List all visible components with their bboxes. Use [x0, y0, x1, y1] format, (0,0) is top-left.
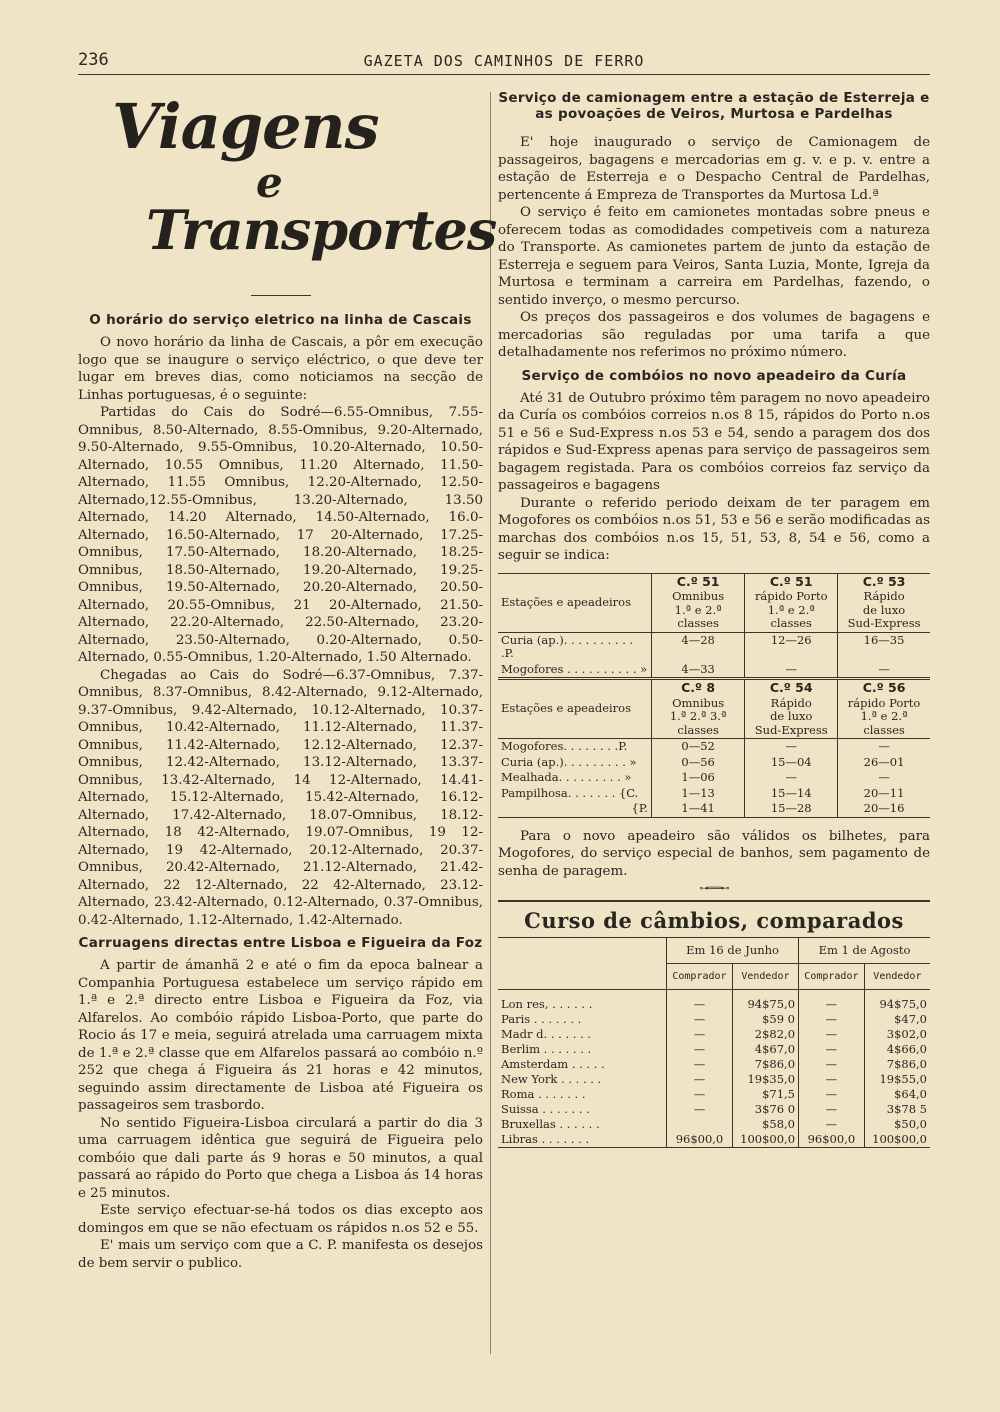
train-class: Rápido de luxo Sud-Express	[847, 589, 921, 630]
train-head: C.º 53	[862, 573, 906, 589]
table-row: Lon res, . . . . . . — 94$75,0 — 94$75,0	[498, 990, 930, 1013]
article-paragraph: No sentido Figueira-Lisboa circulará a partir do dia 3 uma carruagem idêntica gue seguirá de Figueira pelo combóio que dali parte ás 9 horas e 50 minutos, a qual passará ao rápido do Porto que chega a Lisboa ás 14 horas e 25 minutos.	[78, 1115, 483, 1201]
seller-header: Vendedor	[732, 964, 798, 990]
timetable-row: Mogofores . . . . . . . . . . » 4—33 — —	[498, 662, 930, 679]
article-paragraph: Os preços dos passageiros e dos volumes de bagagens e mercadorias são reguladas por uma tarifa a que detalhadamente nos referimos no próximo número.	[498, 310, 930, 360]
table-row: Madr d. . . . . . . — 2$82,0 — 3$02,0	[498, 1027, 930, 1042]
train-class: rápido Porto 1.ª e 2.ª classes	[847, 695, 921, 737]
train-timetable	[498, 573, 930, 818]
timetable-row: Mogofores. . . . . . . .P. 0—52 — —	[498, 739, 930, 755]
table-row: Paris . . . . . . . — $59 0 — $47,0	[498, 1012, 930, 1027]
train-class: Rápido de luxo Sud-Express	[745, 696, 838, 739]
article-paragraph: Até 31 de Outubro próximo têm paragem no novo apeadeiro da Curía os combóios correios n.os 8 15, rápidos do Porto n.os 51 e 56 e Sud-Express n.os 53 e 54, sendo a paragem dos dos rápidos e Sud-Express apenas para serviço de passageiros sem bagagem registada. Para os combóios correios faz serviço da passageiros e bagagens	[498, 390, 930, 493]
train-class: Omnibus 1.ª e 2.ª classes	[651, 589, 744, 632]
page-header	[78, 50, 930, 75]
table-row: Suissa . . . . . . . — 3$76 0 — 3$78 5	[498, 1102, 930, 1117]
article-title-curia: Serviço de combóios no novo apeadeiro da Curía	[521, 367, 907, 384]
timetable-row: Mealhada. . . . . . . . . » 1—06 — —	[498, 770, 930, 786]
train-head: C.º 54	[745, 679, 838, 696]
journal-title: GAZETA DOS CAMINHOS DE FERRO	[363, 52, 645, 70]
stations-header: Estações e apeadeiros	[498, 679, 651, 739]
article-paragraph: O serviço é feito em camionetes montadas sobre pneus e oferecem todas as comodidades competiveis com a natureza do Transporte. As camionetes partem de junto da estação de Esterreja e seguem para Veiros, Santa Luzia, Monte, Igreja da Murtosa e terminam a carreira em Pardelhas, fazendo, o sentido inverço, o mesmo percurso.	[498, 205, 930, 308]
right-column	[498, 90, 930, 1148]
exchange-title: Curso de câmbios, comparados	[498, 900, 930, 937]
buyer-header: Comprador	[799, 964, 865, 990]
masthead-word-viagens: Viagens	[112, 90, 379, 163]
date-header: Em 16 de Junho	[667, 938, 799, 964]
table-row: New York . . . . . . — 19$35,0 — 19$55,0	[498, 1072, 930, 1087]
article-title-cascais: O horário do serviço eletrico na linha de Cascais	[89, 312, 472, 328]
seller-header: Vendedor	[864, 964, 930, 990]
stations-header: Estações e apeadeiros	[498, 573, 651, 632]
masthead-word-transportes: Transportes	[146, 198, 497, 262]
article-paragraph: Este serviço efectuar-se-há todos os dias excepto aos domingos em que se não efectuam os rápidos n.os 52 e 55.	[78, 1203, 483, 1236]
date-header: Em 1 de Agosto	[799, 938, 930, 964]
article-title-camionagem: Serviço de camionagem entre a estação de Esterreja e as povoações de Veiros, Murtosa e Pardelhas	[498, 90, 930, 122]
article-paragraph: E' mais um serviço com que a C. P. manifesta os desejos de bem servir o publico.	[78, 1238, 483, 1271]
section-rule	[251, 295, 311, 296]
timetable-row: Curia (ap.). . . . . . . . . » 0—56 15—04 26—01	[498, 755, 930, 771]
table-row: Amsterdam . . . . . — 7$86,0 — 7$86,0	[498, 1057, 930, 1072]
arrivals-paragraph: Chegadas ao Cais do Sodré—6.37-Omnibus, 7.37-Omnibus, 8.37-Omnibus, 8.42-Alternado, 9.12-Alternado, 9.37-Omnibus, 9.42-Alternado, 10.12-Alternado, 10.37-Omnibus, 10.42-Alternado, 11.12-Alternado, 11.37-Omnibus, 11.42-Alternado, 12.12-Alternado, 12.37-Omnibus, 12.42-Alternado, 13.12-Alternado, 13.37-Omnibus, 13.42-Alternado, 14 12-Alternado, 14.41-Alternado, 15.12-Alternado, 15.42-Alternado, 16.12-Alternado, 17.42-Alternado, 18.07-Omnibus, 18.12-Alternado, 18 42-Alternado, 19.07-Omnibus, 19 12-Alternado, 19 42-Alternado, 20.12-Alternado, 20.37-Omnibus, 20.42-Alternado, 21.12-Alternado, 21.42-Alternado, 22 12-Alternado, 22 42-Alternado, 23.12-Alternado, 23.42-Alternado, 0.12-Alternado, 0.37-Omnibus, 0.42-Alternado, 1.12-Alternado, 1.42-Alternado.	[78, 667, 483, 928]
train-head: C.º 8	[651, 679, 744, 696]
exchange-table	[498, 937, 930, 1148]
train-class: Omnibus 1.ª 2.ª 3.ª classes	[651, 696, 744, 739]
timetable-row: {P. 1—41 15—28 20—16	[498, 801, 930, 817]
train-head: C.º 51	[651, 573, 744, 589]
table-row: Berlim . . . . . . . — 4$67,0 — 4$66,0	[498, 1042, 930, 1057]
train-ornament-icon: ⊶═══⊷	[699, 884, 729, 894]
page-number: 236	[78, 50, 109, 70]
article-paragraph: A partir de ámanhã 2 e até o fim da epoca balnear a Companhia Portuguesa estabelece um serviço rápido em 1.ª e 2.ª directo entre Lisboa e Figueira da Foz, via Alfarelos. Ao combóio rápido Lisboa-Porto, que parte do Rocio ás 17 e meia, seguirá atrelada uma carruagem mixta de 1.ª e 2.ª classe que em Alfarelos passará ao combóio n.º 252 que chega á Figueira ás 21 horas e 42 minutos, seguindo assim directamente de Lisboa até Figueira os passageiros sem trasbordo.	[78, 958, 483, 1113]
table-row: Roma . . . . . . . — $71,5 — $64,0	[498, 1087, 930, 1102]
column-divider	[490, 92, 491, 1354]
table-row: Libras . . . . . . . 96$00,0 100$00,0 96$00,0 100$00,0	[498, 1132, 930, 1148]
article-paragraph: Para o novo apeadeiro são válidos os bilhetes, para Mogofores, do serviço especial de banhos, sem pagamento de senha de paragem.	[498, 828, 930, 879]
article-title-figueira: Carruagens directas entre Lisboa e Figueira da Foz	[78, 935, 483, 951]
train-class: rápido Porto 1.ª e 2.ª classes	[745, 589, 838, 632]
masthead-word-e: e	[256, 158, 283, 207]
article-paragraph: Durante o referido periodo deixam de ter paragem em Mogofores os combóios n.os 51, 53 e 56 e serão modificadas as marchas dos combóios n.os 15, 51, 53, 8, 54 e 56, como a seguir se indica:	[498, 495, 930, 563]
article-paragraph: O novo horário da linha de Cascais, a pôr em execução logo que se inaugure o serviço eléctrico, o que deve ter lugar em breves dias, como noticiamos na secção de Linhas portuguesas, é o seguinte:	[78, 335, 483, 403]
train-head: C.º 51	[745, 573, 838, 589]
timetable-row: Curia (ap.). . . . . . . . . . .P. 4—28 12—26 16—35	[498, 632, 930, 662]
table-row: Bruxellas . . . . . . $58,0 — $50,0	[498, 1117, 930, 1132]
section-masthead	[98, 90, 497, 265]
buyer-header: Comprador	[667, 964, 733, 990]
timetable-row: Pampilhosa. . . . . . . {C. 1—13 15—14 20—11	[498, 786, 930, 802]
article-paragraph: E' hoje inaugurado o serviço de Camionagem de passageiros, bagagens e mercadorias em g. v. e p. v. entre a estação de Esterreja e o Despacho Central de Pardelhas, pertencente á Empreza de Transportes da Murtosa Ld.ª	[498, 135, 930, 203]
left-column	[78, 90, 497, 1272]
train-head: C.º 56	[838, 679, 930, 696]
departures-paragraph: Partidas do Cais do Sodré—6.55-Omnibus, 7.55-Omnibus, 8.50-Alternado, 8.55-Omnibus, 9.20-Alternado, 9.50-Alternado, 9.55-Omnibus, 10.20-Alternado, 10.50-Alternado, 10.55 Omnibus, 11.20 Alternado, 11.50-Alternado, 11.55 Omnibus, 12.20-Alternado, 12.50-Alternado,12.55-Omnibus, 13.20-Alternado, 13.50 Alternado, 14.20 Alternado, 14.50-Alternado, 16.0-Alternado, 16.50-Alternado, 17 20-Alternado, 17.25-Omnibus, 17.50-Alternado, 18.20-Alternado, 18.25-Omnibus, 18.50-Alternado, 19.20-Alternado, 19.25-Omnibus, 19.50-Alternado, 20.20-Alternado, 20.50-Alternado, 20.55-Omnibus, 21 20-Alternado, 21.50-Alternado, 22.20-Alternado, 22.50-Alternado, 23.20-Alternado, 23.50-Alternado, 0.20-Alternado, 0.50-Alternado, 0.55-Omnibus, 1.20-Alternado, 1.50 Alternado.	[78, 405, 483, 665]
